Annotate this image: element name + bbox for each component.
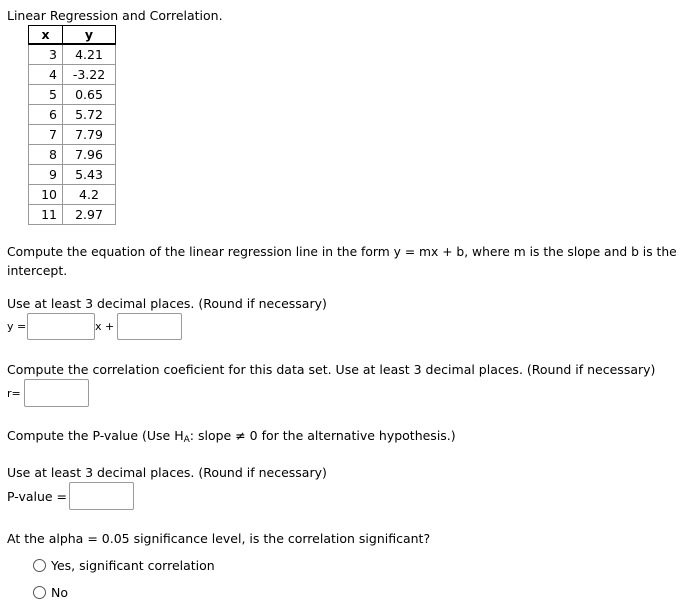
cell-y: 5.43 (63, 165, 116, 185)
cell-x: 6 (29, 105, 63, 125)
correlation-input[interactable] (24, 379, 89, 407)
alt-hypothesis-subscript: A (183, 435, 190, 445)
pvalue-instruction: Use at least 3 decimal places. (Round if necessary) (7, 465, 327, 480)
table-row (29, 44, 116, 65)
cell-y: -3.22 (63, 65, 116, 85)
no-radio-button[interactable] (33, 586, 46, 599)
regression-instruction: Use at least 3 decimal places. (Round if necessary) (7, 296, 327, 311)
pvalue-label: P-value = (7, 489, 68, 504)
pvalue-prompt (7, 428, 456, 445)
table-row (29, 205, 116, 225)
cell-x: 8 (29, 145, 63, 165)
column-header-y: y (63, 26, 116, 45)
pvalue-prompt-text: Compute the P-value (Use H (7, 428, 184, 443)
pvalue-prompt-rest: : slope ≠ 0 for the alternative hypothesis.) (189, 428, 456, 443)
slope-input[interactable] (27, 313, 95, 340)
table-row (29, 105, 116, 125)
table-row (29, 125, 116, 145)
cell-y: 2.97 (63, 205, 116, 225)
regression-prompt-line2: intercept. (7, 263, 68, 278)
x-plus-label: x + (95, 320, 115, 333)
cell-x: 9 (29, 165, 63, 185)
option-yes-label: Yes, significant correlation (51, 558, 215, 573)
page-title: Linear Regression and Correlation. (7, 8, 223, 23)
cell-x: 4 (29, 65, 63, 85)
r-equals-label: r= (7, 387, 21, 400)
cell-y: 0.65 (63, 85, 116, 105)
cell-x: 10 (29, 185, 63, 205)
data-table (28, 25, 116, 225)
cell-y: 7.79 (63, 125, 116, 145)
cell-y: 5.72 (63, 105, 116, 125)
table-row (29, 145, 116, 165)
table-row (29, 85, 116, 105)
cell-x: 7 (29, 125, 63, 145)
cell-x: 5 (29, 85, 63, 105)
intercept-input[interactable] (117, 313, 182, 340)
cell-y: 4.2 (63, 185, 116, 205)
correlation-prompt: Compute the correlation coeficient for this data set. Use at least 3 decimal places. (Round if necessary) (7, 362, 656, 377)
significance-prompt: At the alpha = 0.05 significance level, is the correlation significant? (7, 531, 431, 546)
cell-x: 3 (29, 44, 63, 65)
yes-radio-button[interactable] (33, 559, 46, 572)
table-row (29, 65, 116, 85)
y-equals-label: y = (7, 320, 27, 333)
cell-y: 4.21 (63, 44, 116, 65)
table-row (29, 165, 116, 185)
pvalue-input[interactable] (69, 482, 134, 510)
cell-y: 7.96 (63, 145, 116, 165)
regression-prompt-line1: Compute the equation of the linear regression line in the form y = mx + b, where m is the slope and b is the (7, 245, 677, 259)
column-header-x: x (29, 26, 63, 45)
cell-x: 11 (29, 205, 63, 225)
table-row (29, 185, 116, 205)
option-no-label: No (51, 585, 68, 600)
